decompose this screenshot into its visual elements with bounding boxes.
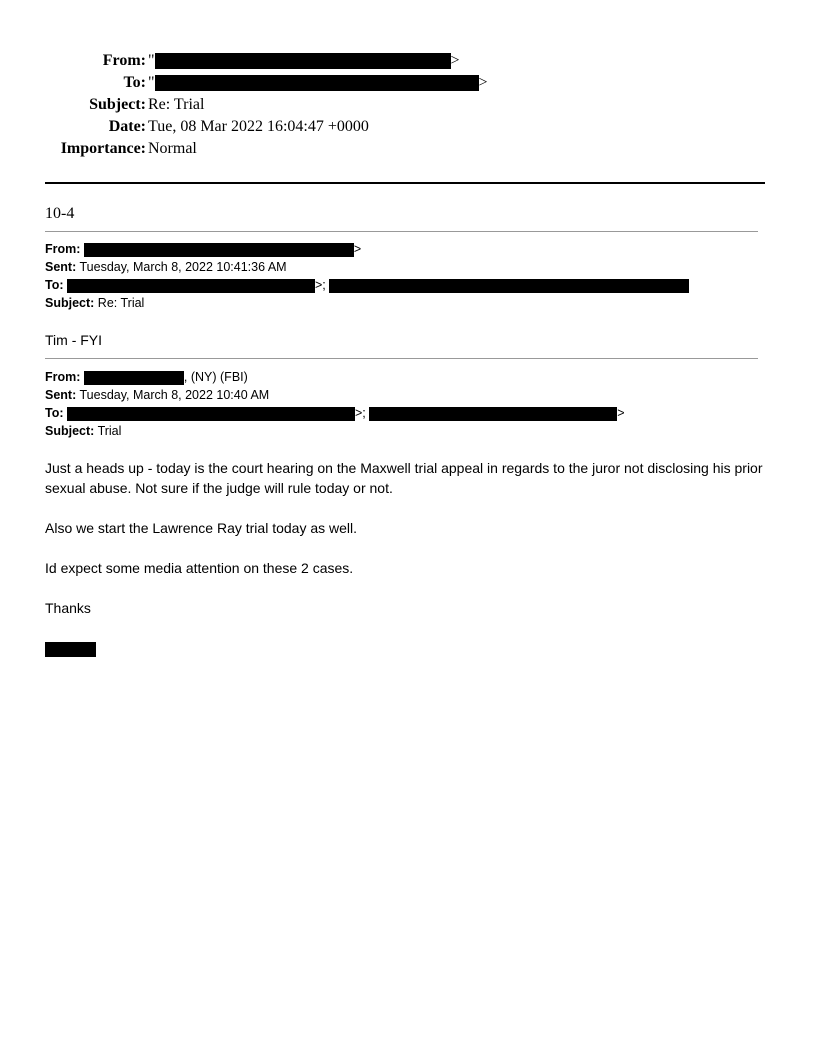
email1-sent-label: Sent: <box>45 260 77 274</box>
email1-from-row <box>45 240 689 258</box>
redaction-box <box>155 53 451 69</box>
email1-from-label: From: <box>45 242 81 256</box>
email2-subject-row <box>45 422 625 440</box>
header-from-bracket: > <box>450 52 460 69</box>
redaction-box <box>67 407 355 421</box>
forwarded-email-2-header <box>45 368 625 440</box>
header-subject-label: Subject: <box>89 96 146 113</box>
email2-from-org: , (NY) (FBI) <box>183 370 248 384</box>
email2-sent-value: Tuesday, March 8, 2022 10:40 AM <box>79 388 270 402</box>
email2-paragraph-1: Just a heads up - today is the court hearing on the Maxwell trial appeal in regards to the juror not disclosing his prior sexual abuse. Not sure if the judge will rule today or not. <box>45 460 763 496</box>
redaction-box <box>155 75 479 91</box>
email1-to-row <box>45 276 689 294</box>
email2-subject-label: Subject: <box>45 424 95 438</box>
forwarded-email-1-header <box>45 240 689 312</box>
redaction-box <box>67 279 315 293</box>
signature-redaction-box <box>45 642 96 657</box>
quote-divider <box>45 358 758 359</box>
header-to-quote: " <box>148 74 155 91</box>
email1-sent-value: Tuesday, March 8, 2022 10:41:36 AM <box>79 260 287 274</box>
header-date-label: Date: <box>108 118 146 135</box>
email1-from-bracket: > <box>353 242 362 256</box>
header-to-label: To: <box>123 74 146 91</box>
header-date-value: Tue, 08 Mar 2022 16:04:47 +0000 <box>148 118 369 135</box>
email1-to-label: To: <box>45 278 64 292</box>
outer-email-header <box>0 50 816 160</box>
header-from-quote: " <box>148 52 155 69</box>
email2-paragraph-4: Thanks <box>45 600 91 616</box>
redaction-box <box>329 279 689 293</box>
header-subject-value: Re: Trial <box>148 96 205 113</box>
email1-to-separator: >; <box>315 278 326 292</box>
header-to-bracket: > <box>478 74 488 91</box>
redaction-box <box>369 407 617 421</box>
header-from-row <box>0 50 816 72</box>
email2-from-row <box>45 368 625 386</box>
quote-divider <box>45 231 758 232</box>
email2-to-separator: >; <box>355 406 366 420</box>
email2-paragraph-3: Id expect some media attention on these 2 cases. <box>45 560 354 576</box>
redaction-box <box>84 371 184 385</box>
email2-to-row <box>45 404 625 422</box>
header-divider <box>45 182 765 184</box>
email1-subject-row <box>45 294 689 312</box>
email2-subject-value: Trial <box>97 424 122 438</box>
header-importance-value: Normal <box>148 140 197 157</box>
email2-to-label: To: <box>45 406 64 420</box>
email2-sent-row <box>45 386 625 404</box>
email2-to-bracket: > <box>617 406 625 420</box>
email1-sent-row <box>45 258 689 276</box>
email2-from-label: From: <box>45 370 81 384</box>
header-date-row <box>0 116 816 138</box>
reply-text: 10-4 <box>45 205 75 222</box>
email1-body: Tim - FYI <box>45 332 103 348</box>
header-subject-row <box>0 94 816 116</box>
header-from-label: From: <box>102 52 146 69</box>
header-to-row <box>0 72 816 94</box>
email1-subject-value: Re: Trial <box>97 296 145 310</box>
email1-subject-label: Subject: <box>45 296 95 310</box>
email2-sent-label: Sent: <box>45 388 77 402</box>
redaction-box <box>84 243 354 257</box>
header-importance-label: Importance: <box>60 140 146 157</box>
email2-paragraph-2: Also we start the Lawrence Ray trial today as well. <box>45 520 358 536</box>
header-importance-row <box>0 138 816 160</box>
